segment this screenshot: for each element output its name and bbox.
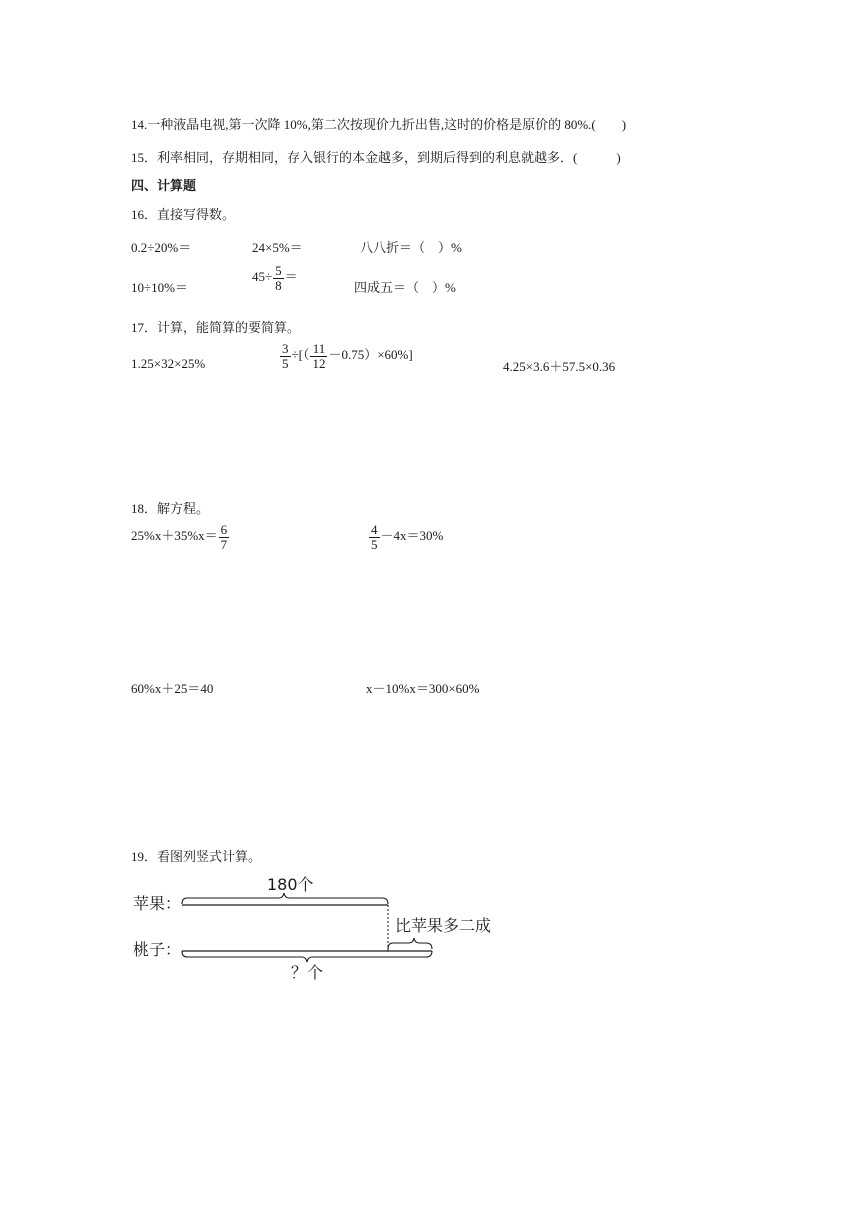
question-18: 18．解方程。 xyxy=(131,501,210,516)
apple-peach-segment-diagram xyxy=(125,868,525,986)
q17-item-b: $\frac{3}{5}$ ÷[（ $\frac{11}{12}$ －0.75）×60%] xyxy=(282,341,413,371)
fraction: $\frac{6}{7}$ xyxy=(220,522,228,552)
extra-brace xyxy=(388,938,432,949)
q16-item-a: 0.2÷20%＝ xyxy=(131,240,192,255)
fraction: $\frac{5}{8}$ xyxy=(275,263,282,293)
question-19: 19．看图列竖式计算。 xyxy=(131,849,262,864)
fraction: $\frac{11}{12}$ xyxy=(312,341,326,371)
apple-label: 苹果： xyxy=(133,894,182,913)
q16-item-d: 10÷10%＝ xyxy=(131,280,188,295)
peach-brace xyxy=(182,951,432,962)
question-16: 16．直接写得数。 xyxy=(131,207,236,222)
question-17: 17．计算，能简算的要简算。 xyxy=(131,320,301,335)
q16-item-c: 八八折＝（ ）% xyxy=(360,240,462,255)
q16-item-b: 24×5%＝ xyxy=(252,240,303,255)
apple-brace xyxy=(182,893,388,904)
extra-label: 比苹果多二成 xyxy=(395,916,492,935)
q16-item-f: 四成五＝（ ）% xyxy=(354,280,456,295)
question-14: 14.一种液晶电视,第一次降 10%,第二次按现价九折出售,这时的价格是原价的 80%.( ) xyxy=(131,117,627,132)
fraction: $\frac{4}{5}$ xyxy=(371,522,378,552)
q17-item-c: 4.25×3.6＋57.5×0.36 xyxy=(503,359,616,374)
peach-label: 桃子： xyxy=(133,940,182,959)
peach-unknown-label: ？个 xyxy=(291,963,324,982)
question-15: 15．利率相同，存期相同，存入银行的本金越多，到期后得到的利息就越多．( ) xyxy=(131,150,621,165)
q18-item-d: x－10%x＝300×60% xyxy=(366,681,480,696)
q18-item-c: 60%x＋25＝40 xyxy=(131,681,214,696)
fraction: $\frac{3}{5}$ xyxy=(282,341,289,371)
q18-item-a: 25%x＋35%x＝ $\frac{6}{7}$ xyxy=(131,522,228,552)
q16-item-e: 45÷ $\frac{5}{8}$ ＝ xyxy=(252,263,298,293)
section-heading-calculation: 四、计算题 xyxy=(131,178,197,193)
q17-item-a: 1.25×32×25% xyxy=(131,356,206,371)
q18-item-b: $\frac{4}{5}$ －4x＝30% xyxy=(371,522,444,552)
apple-count-label: 180个 xyxy=(267,875,314,894)
